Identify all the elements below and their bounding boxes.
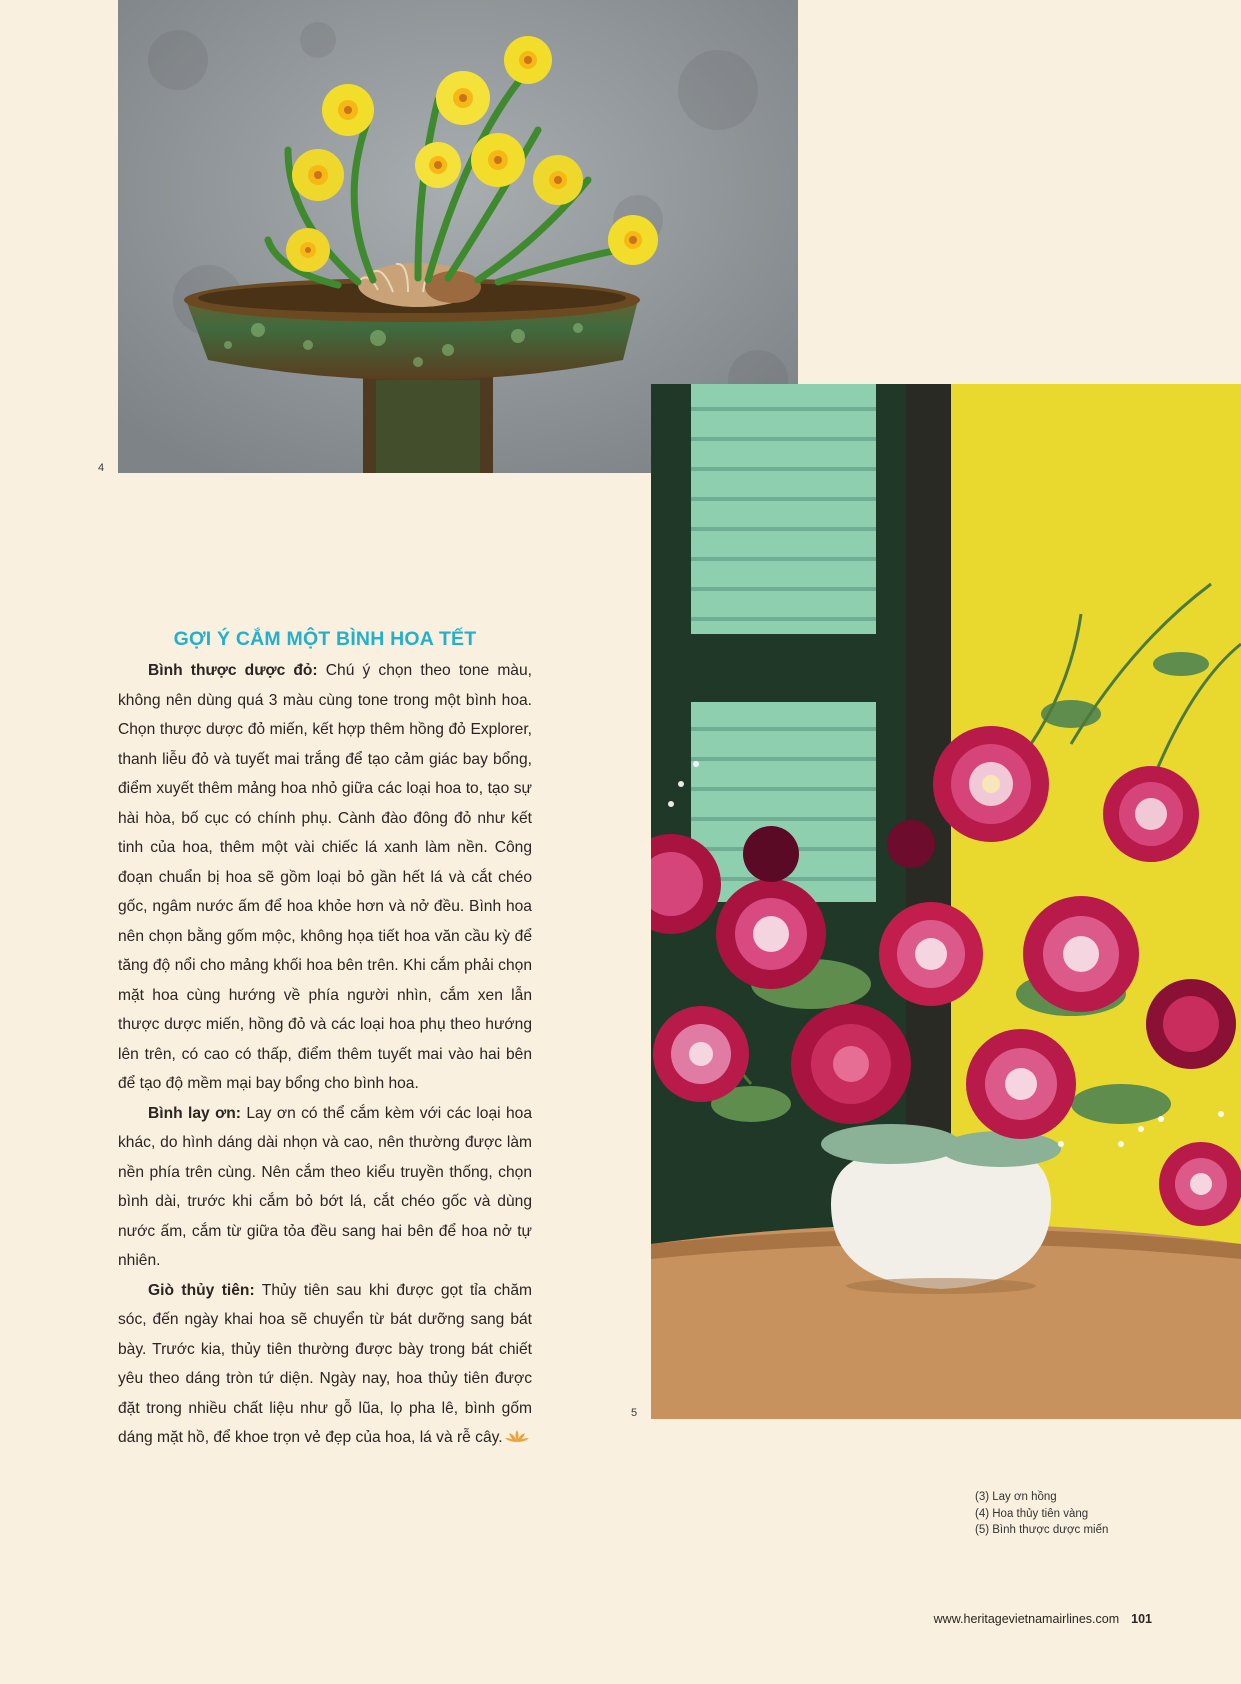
caption-5: (5) Bình thược dược miến: [975, 1524, 1109, 1536]
page-footer: [934, 1612, 1152, 1626]
page-number: 101: [1131, 1612, 1152, 1626]
paragraph-gladiolus: [118, 1099, 532, 1276]
article-body: [118, 628, 532, 1453]
paragraph-lead: Giò thủy tiên:: [148, 1281, 255, 1299]
paragraph-text: Thủy tiên sau khi được gọt tỉa chăm sóc, đến ngày khai hoa sẽ chuyển từ bát dưỡng sang bát bày. Trước kia, thủy tiên thường được bày trong bát chiết yêu theo dáng tròn tứ diện. Ngày nay, hoa thủy tiên được đặt trong nhiều chất liệu như gỗ lũa, lọ pha lê, bình gốm dáng mặt hồ, để khoe trọn vẻ đẹp của hoa, lá và rễ cây.: [118, 1281, 532, 1446]
paragraph-text: Chú ý chọn theo tone màu, không nên dùng quá 3 màu cùng tone trong một bình hoa. Chọn thược dược đỏ miến, kết hợp thêm hồng đỏ Explorer, thanh liễu đỏ và tuyết mai trắng để tạo cảm giác bay bổng, điểm xuyết thêm mảng hoa nhỏ giữa các loại hoa to, tạo sự hài hòa, bố cục có chính phụ. Cành đào đông đỏ như kết tinh của hoa, thêm một vài chiếc lá xanh làm nền. Công đoạn chuẩn bị hoa sẽ gồm loại bỏ gần hết lá và cắt chéo gốc, ngâm nước ấm để hoa khỏe hơn và nở đều. Bình hoa nên chọn bằng gốm mộc, không họa tiết hoa văn cầu kỳ để tăng độ nổi cho mảng khối hoa bên trên. Khi cắm phải chọn mặt hoa cùng hướng về phía người nhìn, cắm xen lẫn thược dược miến, hồng đỏ và các loại hoa phụ theo hướng lên trên, có cao có thấp, điểm thêm tuyết mai vào hai bên để tạo độ mềm mại bay bổng cho bình hoa.: [118, 662, 532, 1092]
photo-number-5: 5: [631, 1407, 638, 1419]
paragraph-narcissus: [118, 1276, 532, 1453]
paragraph-lead: Bình thược dược đỏ:: [148, 662, 318, 679]
dahlia-vase-photo: [651, 384, 1241, 1419]
caption-4: (4) Hoa thủy tiên vàng: [975, 1507, 1089, 1520]
photo-number-4: 4: [98, 462, 105, 474]
paragraph-text: Lay ơn có thể cắm kèm với các loại hoa khác, do hình dáng dài nhọn và cao, nên thường được làm nền phía trên cùng. Nên cắm theo kiểu truyền thống, chọn bình dài, trước khi cắm bỏ bớt lá, cắt chéo gốc và dùng nước ấm, cắm từ giữa tỏa đều sang hai bên để hoa nở tự nhiên.: [118, 1104, 532, 1269]
paragraph-lead: Bình lay ơn:: [148, 1104, 241, 1122]
section-title: GỢI Ý CẮM MỘT BÌNH HOA TẾT: [173, 628, 477, 650]
dahlia-illustration: [651, 384, 1241, 1419]
caption-3: (3) Lay ơn hồng: [975, 1491, 1057, 1503]
photo-captions: [975, 1489, 1108, 1539]
paragraph-red-dahlia: [118, 656, 532, 1099]
lotus-end-icon: [505, 1429, 529, 1443]
website-url: www.heritagevietnamairlines.com: [933, 1612, 1120, 1626]
